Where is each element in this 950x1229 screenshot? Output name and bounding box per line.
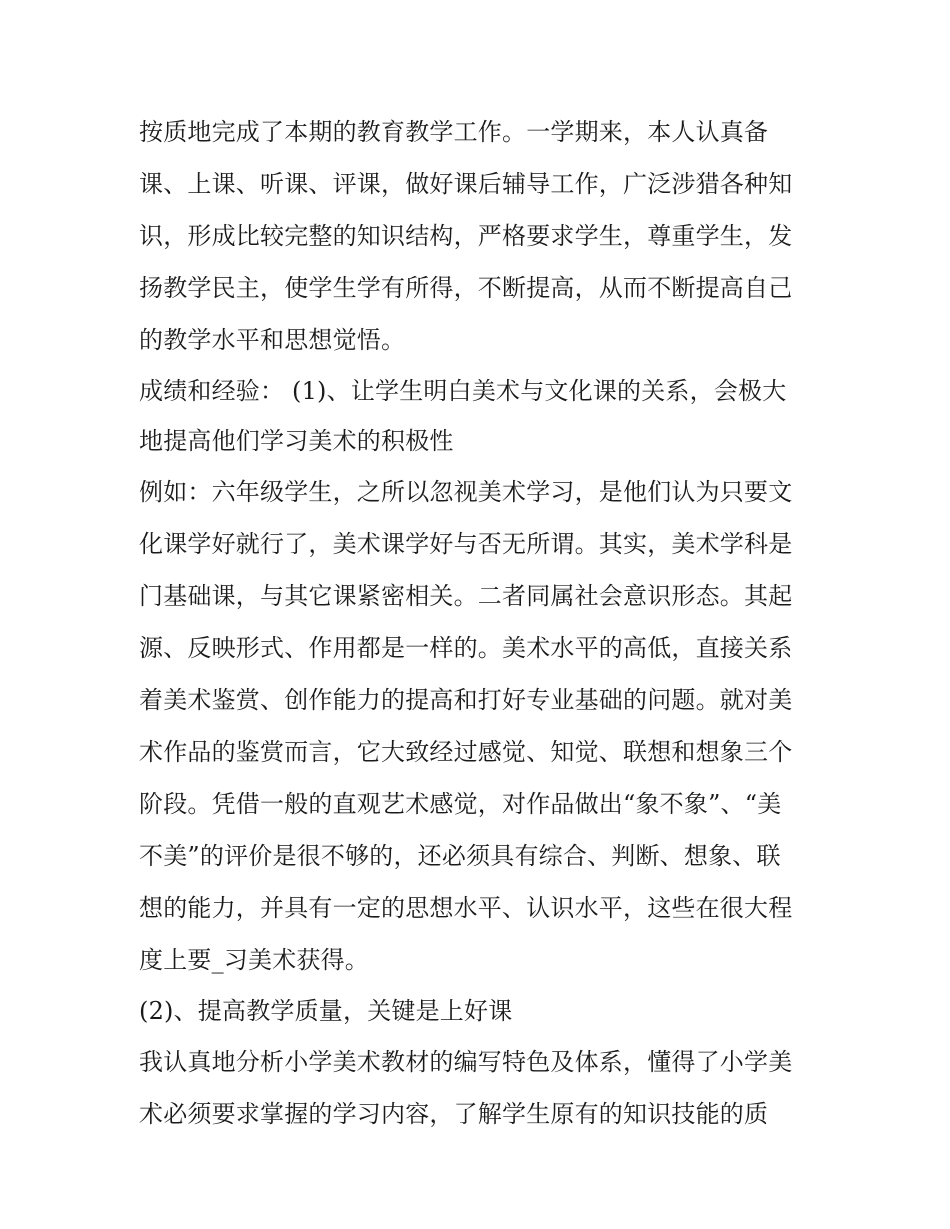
text-line: 想的能力，并具有一定的思想水平、认识水平，这些在很大程	[139, 894, 793, 922]
text-line: 课、上课、听课、评课，做好课后辅导工作，广泛涉猎各种知	[139, 170, 793, 198]
text-line: 不美”的评价是很不够的，还必须具有综合、判断、想象、联	[139, 842, 781, 870]
paragraph-textbook-analysis	[139, 1036, 817, 1140]
text-line: 例如：六年级学生，之所以忽视美术学习，是他们认为只要文	[139, 478, 793, 506]
text-line: 的教学水平和思想觉悟。	[139, 326, 406, 354]
text-line: 识，形成比较完整的知识结构，严格要求学生，尊重学生，发	[139, 222, 793, 250]
text-line: (2)、提高教学质量，关键是上好课	[139, 997, 513, 1025]
paragraph-teaching-summary	[139, 106, 817, 366]
paragraph-achievements	[139, 366, 817, 466]
text-line: 我认真地分析小学美术教材的编写特色及体系，懂得了小学美	[139, 1048, 793, 1076]
text-line: 阶段。凭借一般的直观艺术感觉，对作品做出“象不象”、“美	[139, 790, 782, 818]
text-line: 成绩和经验： (1)、让学生明白美术与文化课的关系，会极大	[139, 377, 787, 405]
text-line: 扬教学民主，使学生学有所得，不断提高，从而不断提高自己	[139, 274, 793, 302]
text-line: 着美术鉴赏、创作能力的提高和打好专业基础的问题。就对美	[139, 686, 793, 714]
paragraph-example	[139, 466, 817, 986]
text-line: 度上要_习美术获得。	[139, 946, 369, 974]
text-line: 术作品的鉴赏而言，它大致经过感觉、知觉、联想和想象三个	[139, 738, 793, 766]
document-body	[139, 106, 817, 1140]
text-line: 化课学好就行了，美术课学好与否无所谓。其实，美术学科是	[139, 530, 793, 558]
text-line: 按质地完成了本期的教育教学工作。一学期来，本人认真备	[139, 118, 769, 146]
text-line: 门基础课，与其它课紧密相关。二者同属社会意识形态。其起	[139, 582, 793, 610]
text-line: 源、反映形式、作用都是一样的。美术水平的高低，直接关系	[139, 634, 793, 662]
text-line: 地提高他们学习美术的积极性	[139, 427, 454, 455]
paragraph-teaching-quality	[139, 986, 817, 1036]
text-line: 术必须要求掌握的学习内容，了解学生原有的知识技能的质	[139, 1100, 769, 1128]
